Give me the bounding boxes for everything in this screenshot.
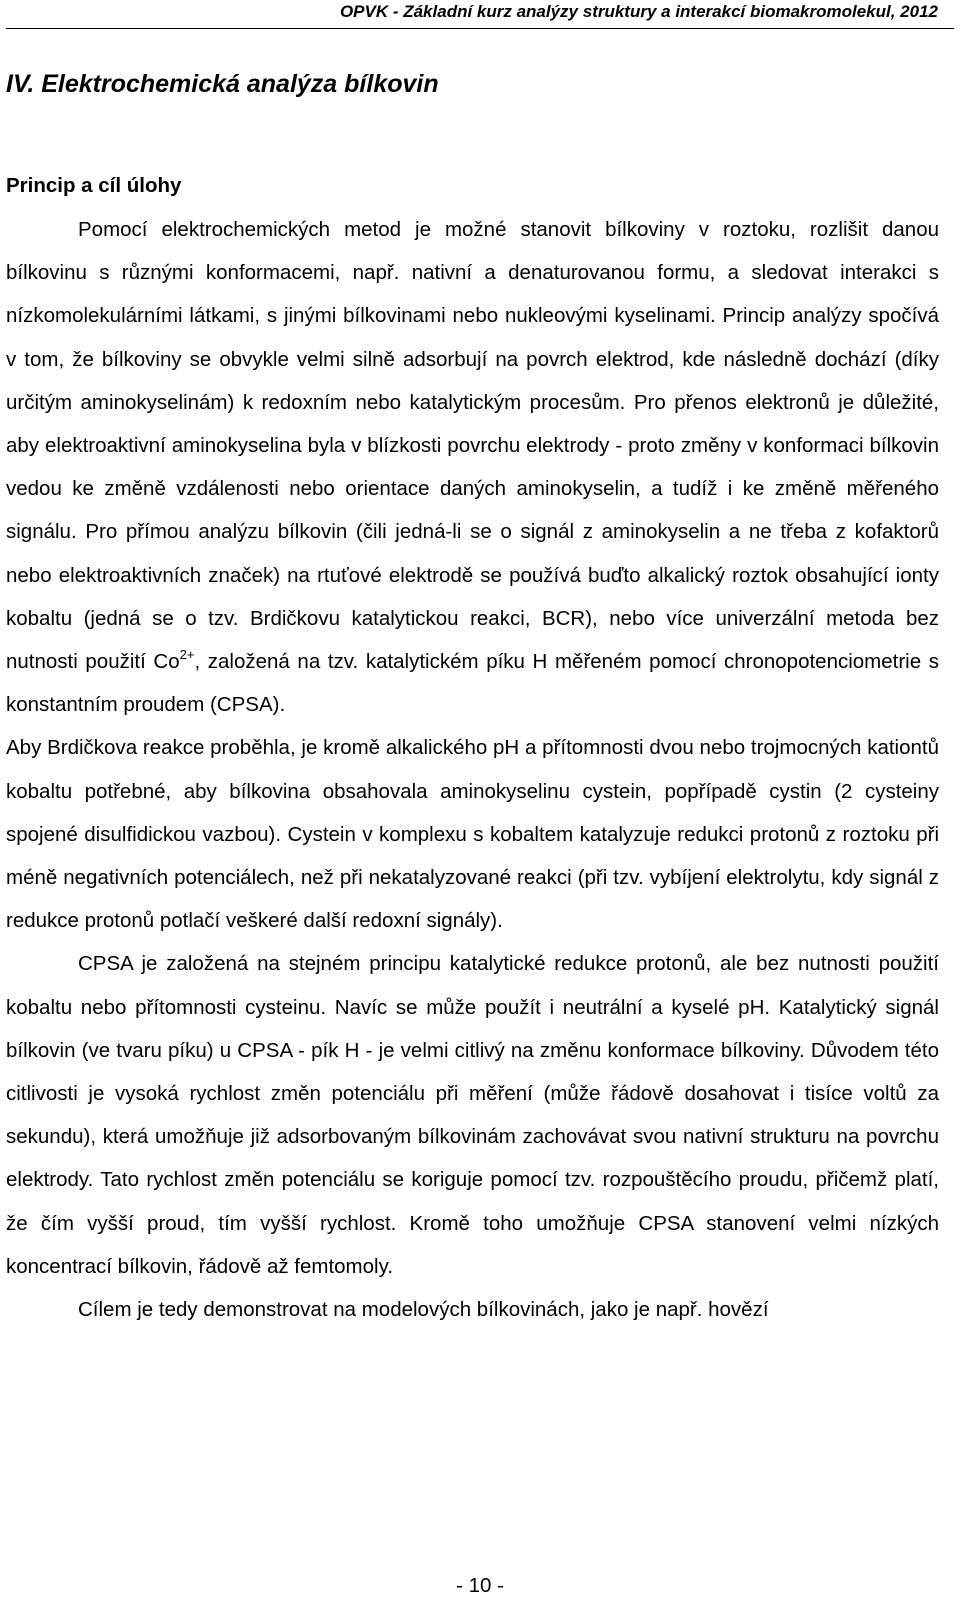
paragraph-1 [6, 208, 939, 726]
page-number: - 10 - [456, 1574, 504, 1597]
paragraph-3: CPSA je založená na stejném principu katalytické redukce protonů, ale bez nutnosti použití kobaltu nebo přítomnosti cysteinu. Navíc se může použít i neutrální a kyselé pH. Katalytický signál bílkovin (ve tvaru píku) u CPSA - pík H - je velmi citlivý na změnu konformace bílkoviny. Důvodem této citlivosti je vysoká rychlost změn potenciálu při měření (může řádově dosahovat i tisíce voltů za sekundu), která umožňuje již adsorbovaným bílkovinám zachovávat svou nativní strukturu na povrchu elektrody. Tato rychlost změn potenciálu se koriguje pomocí tzv. rozpouštěcího proudu, přičemž platí, že čím vyšší proud, tím vyšší rychlost. Kromě toho umožňuje CPSA stanovení velmi nízkých koncentrací bílkovin, řádově až femtomoly. [6, 952, 939, 1278]
paragraph-2: Aby Brdičkova reakce proběhla, je kromě alkalického pH a přítomnosti dvou nebo trojmocných kationtů kobaltu potřebné, aby bílkovina obsahovala aminokyselinu cystein, popřípadě cystin (2 cysteiny spojené disulfidickou vazbou). Cystein v komplexu s kobaltem katalyzuje redukci protonů z roztoku při méně negativních potenciálech, než při nekatalyzované reakci (při tzv. vybíjení elektrolytu, kdy signál z redukce protonů potlačí veškeré další redoxní signály). [6, 736, 939, 933]
paragraph-1-text-b: , založená na tzv. katalytickém píku H měřeném pomocí chronopotenciometrie s konstantním proudem (CPSA). [6, 650, 939, 717]
body-text [6, 208, 939, 1331]
paragraph-4: Cílem je tedy demonstrovat na modelových bílkovinách, jako je např. hovězí [78, 1298, 769, 1322]
paragraph-1-text-a: Pomocí elektrochemických metod je možné stanovit bílkoviny v roztoku, rozlišit danou bílkovinu s různými konformacemi, např. nativní a denaturovanou formu, a sledovat interakci s nízkomolekulárními látkami, s jinými bílkovinami nebo nukleovými kyselinami. Princip analýzy spočívá v tom, že bílkoviny se obvykle velmi silně adsorbují na povrch elektrod, kde následně dochází (díky určitým aminokyselinám) k redoxním nebo katalytickým procesům. Pro přenos elektronů je důležité, aby elektroaktivní aminokyselina byla v blízkosti povrchu elektrody - proto změny v konformaci bílkovin vedou ke změně vzdálenosti nebo orientace daných aminokyselin, a tudíž i ke změně měřeného signálu. Pro přímou analýzu bílkovin (čili jedná-li se o signál z aminokyselin a ne třeba z kofaktorů nebo elektroaktivních značek) na rtuťové elektrodě se používá buďto alkalický roztok obsahující ionty kobaltu (jedná se o tzv. Brdičkovu katalytickou reakci, BCR), nebo více univerzální metoda bez nutnosti použití Co [6, 218, 939, 674]
running-header: OPVK - Základní kurz analýzy struktury a interakcí biomakromolekul, 2012 [339, 2, 938, 21]
chapter-title: IV. Elektrochemická analýza bílkovin [6, 70, 439, 98]
section-title: Princip a cíl úlohy [6, 174, 182, 197]
header-rule [6, 28, 954, 29]
cobalt-charge-superscript: 2+ [179, 647, 195, 663]
